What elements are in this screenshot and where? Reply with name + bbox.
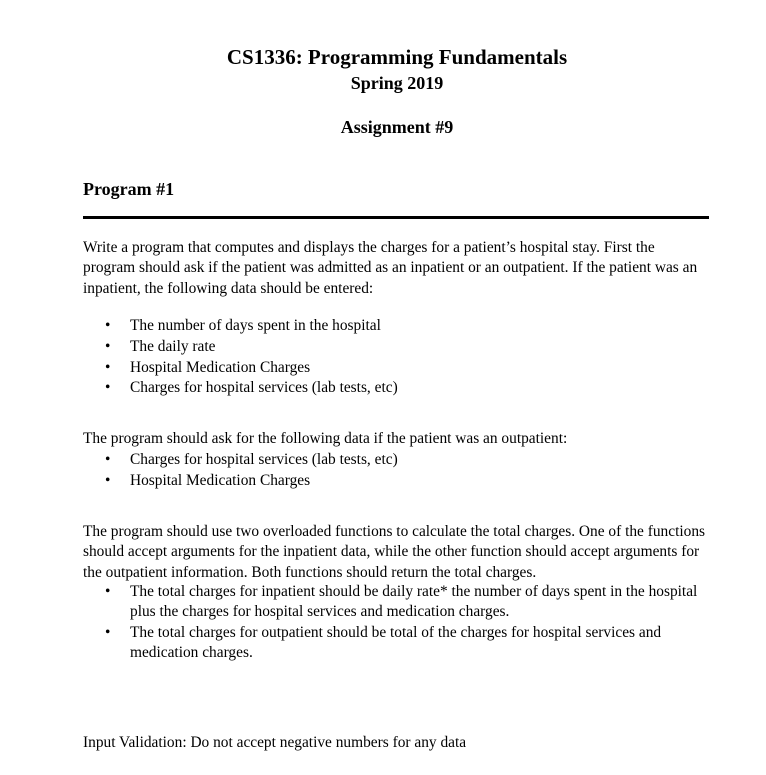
section-divider	[83, 216, 709, 219]
list-item: • The number of days spent in the hospital	[83, 316, 709, 337]
functions-paragraph: The program should use two overloaded functions to calculate the total charges. One of the functions should accept arguments for the inpatient data, while the other function should accept arguments for the outpatient information. Both functions should return the total charges.	[83, 523, 705, 581]
list-item: • Charges for hospital services (lab tests, etc)	[83, 378, 709, 399]
input-validation: Input Validation: Do not accept negative numbers for any data	[83, 734, 467, 751]
totals-list	[83, 582, 709, 664]
list-item: • The total charges for outpatient should be total of the charges for hospital services and medication charges.	[105, 623, 662, 662]
intro-paragraph: Write a program that computes and displays the charges for a patient’s hospital stay. First the program should ask if the patient was admitted as an inpatient or an outpatient. If the patient was an inpatient, the following data should be entered:	[83, 239, 698, 297]
list-item: • The daily rate	[83, 337, 709, 358]
list-item: • Charges for hospital services (lab tests, etc)	[83, 450, 709, 471]
program-heading: Program #1	[83, 179, 175, 199]
bullet-icon: •	[105, 451, 111, 468]
list-item: • Hospital Medication Charges	[83, 358, 709, 379]
term-subtitle: Spring 2019	[350, 73, 444, 93]
course-title: CS1336: Programming Fundamentals	[226, 45, 568, 69]
outpatient-intro: The program should ask for the following data if the patient was an outpatient:	[83, 430, 568, 447]
bullet-icon: •	[105, 471, 111, 489]
outpatient-list	[83, 450, 709, 492]
inpatient-list	[83, 316, 709, 399]
bullet-icon: •	[105, 583, 111, 600]
list-item: • The total charges for inpatient should be daily rate* the number of days spent in the hospital plus the charges for hospital services and medication charges.	[105, 583, 698, 621]
list-item: • Hospital Medication Charges	[83, 471, 709, 492]
assignment-title: Assignment #9	[340, 117, 454, 137]
bullet-icon: •	[105, 337, 111, 355]
bullet-icon: •	[105, 379, 111, 397]
bullet-icon: •	[105, 623, 111, 641]
bullet-icon: •	[105, 358, 111, 376]
bullet-icon: •	[105, 317, 111, 334]
